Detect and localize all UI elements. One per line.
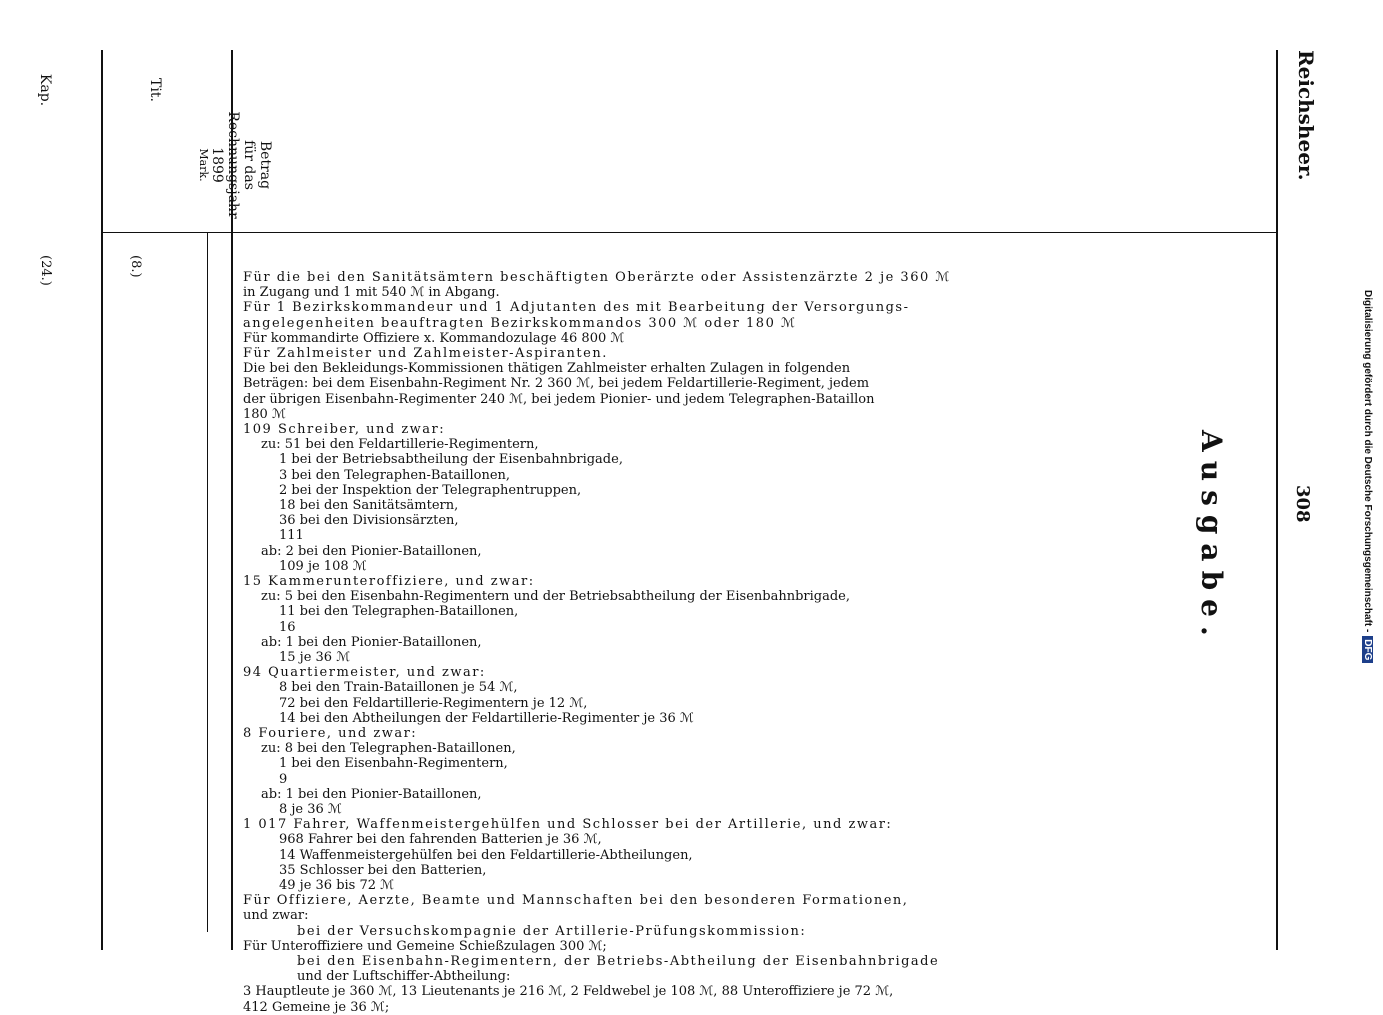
entry-line: 180 ℳ (243, 406, 286, 422)
betrag-unit: Mark. (196, 148, 210, 182)
entry-line: 2 bei der Inspektion der Telegraphentruppen, (279, 482, 582, 498)
entry-line: 109 Schreiber, und zwar: (243, 422, 446, 437)
entry-line: ab: 1 bei den Pionier-Bataillonen, (261, 634, 482, 650)
tit-text-divider (207, 232, 208, 932)
entry-line: und der Luftschiffer-Abtheilung: (297, 969, 511, 985)
betrag-line-1: Betrag (257, 140, 273, 190)
entry-line: 14 Waffenmeistergehülfen bei den Feldartillerie-Abtheilungen, (279, 847, 693, 863)
entry-line: 72 bei den Feldartillerie-Regimentern je 12 ℳ, (279, 695, 588, 711)
entry-line: 8 Fouriere, und zwar: (243, 726, 418, 741)
tit-value: (8.) (128, 255, 143, 278)
col-betrag-block (196, 105, 273, 225)
betrag-line-4: 1899 (208, 147, 225, 183)
entry-line: angelegenheiten beauftragten Bezirkskommandos 300 ℳ oder 180 ℳ (243, 315, 797, 331)
betrag-line-3: Rechnungsjahr (224, 111, 241, 219)
entry-line: 3 Hauptleute je 360 ℳ, 13 Lieutenants je 216 ℳ, 2 Feldwebel je 108 ℳ, 88 Unteroffiziere je 72 ℳ, (243, 984, 894, 1000)
entry-line: ab: 1 bei den Pionier-Bataillonen, (261, 786, 482, 802)
entry-line: zu: 5 bei den Eisenbahn-Regimentern und der Betriebsabtheilung der Eisenbahnbrigade, (261, 589, 850, 605)
entry-line: 49 je 36 bis 72 ℳ (279, 878, 395, 893)
entry-line: 1 bei den Eisenbahn-Regimentern, (279, 756, 508, 772)
entry-line: Beträgen: bei dem Eisenbahn-Regiment Nr. 2 360 ℳ, bei jedem Feldartillerie-Regiment, jedem (243, 376, 870, 392)
entry-line: 14 bei den Abtheilungen der Feldartillerie-Regimenter je 36 ℳ (279, 710, 694, 726)
entry-line: Für 1 Bezirkskommandeur und 1 Adjutanten des mit Bearbeitung der Versorgungs- (243, 300, 910, 316)
entry-line: Für die bei den Sanitätsämtern beschäftigten Oberärzte oder Assistenzärzte 2 je 360 ℳ (243, 270, 951, 285)
entry-line: Die bei den Bekleidungs-Kommissionen thätigen Zahlmeister erhalten Zulagen in folgenden (243, 361, 851, 377)
entry-line: 412 Gemeine je 36 ℳ; (243, 999, 390, 1015)
entry-line: und zwar: (243, 908, 309, 924)
page-title: Ausgabe. (1195, 430, 1228, 645)
entry-line: 3 bei den Telegraphen-Bataillonen, (279, 467, 511, 483)
entry-line: Für Zahlmeister und Zahlmeister-Aspiranten. (243, 346, 608, 361)
entry-line: 94 Quartiermeister, und zwar: (243, 665, 486, 681)
entry-line: 9 (279, 771, 288, 787)
entry-line: zu: 8 bei den Telegraphen-Bataillonen, (261, 741, 516, 757)
digitization-note: Digitalisierung gefördert durch die Deutsche Forschungsgemeinschaft -DFG (1362, 290, 1373, 663)
entry-line: 15 Kammerunteroffiziere, und zwar: (243, 574, 535, 589)
entry-line: 18 bei den Sanitätsämtern, (279, 498, 459, 513)
entry-line: ab: 2 bei den Pionier-Bataillonen, (261, 543, 482, 559)
entry-line: Für kommandirte Offiziere x. Kommandozulage 46 800 ℳ (243, 330, 625, 346)
col-kap-header: Kap. (37, 73, 53, 107)
entry-line: Für Unteroffiziere und Gemeine Schießzulagen 300 ℳ; (243, 938, 607, 954)
entry-line: der übrigen Eisenbahn-Regimenter 240 ℳ, bei jedem Pionier- und jedem Telegraphen-Bataillon (243, 391, 875, 407)
col-tit-header: Tit. (147, 78, 163, 102)
entry-line: bei der Versuchskompagnie der Artillerie-Prüfungskommission: (297, 923, 807, 939)
entry-line: 15 je 36 ℳ (279, 650, 351, 665)
entry-line: 11 bei den Telegraphen-Bataillonen, (279, 604, 519, 620)
entry-line: 16 (279, 619, 296, 635)
entry-line: zu: 51 bei den Feldartillerie-Regimentern, (261, 437, 539, 453)
entry-line: in Zugang und 1 mit 540 ℳ in Abgang. (243, 285, 500, 301)
entry-line: 35 Schlosser bei den Batterien, (279, 862, 487, 878)
dfg-logo: DFG (1362, 636, 1373, 663)
entry-line: 111 (279, 528, 304, 544)
top-rule (1276, 50, 1278, 950)
betrag-line-2: für das (240, 140, 257, 190)
bottom-rule (101, 50, 103, 950)
entry-line: 1 017 Fahrer, Waffenmeistergehülfen und Schlosser bei der Artillerie, und zwar: (243, 817, 893, 833)
entry-line: bei den Eisenbahn-Regimentern, der Betriebs-Abtheilung der Eisenbahnbrigade (297, 954, 940, 969)
kap-tit-divider (103, 232, 1278, 233)
kap-value: (24.) (38, 255, 53, 286)
page-number: 308 (1292, 485, 1313, 523)
section-header: Reichsheer. (1294, 50, 1318, 181)
entry-line: 8 je 36 ℳ (279, 802, 342, 817)
entry-line: 109 je 108 ℳ (279, 558, 367, 574)
entry-line: 36 bei den Divisionsärzten, (279, 513, 459, 529)
entry-line: Für Offiziere, Aerzte, Beamte und Mannschaften bei den besonderen Formationen, (243, 893, 909, 909)
entry-line: 8 bei den Train-Bataillonen je 54 ℳ, (279, 680, 518, 696)
entry-line: 1 bei der Betriebsabtheilung der Eisenbahnbrigade, (279, 452, 623, 468)
entry-line: 968 Fahrer bei den fahrenden Batterien je 36 ℳ, (279, 832, 602, 848)
